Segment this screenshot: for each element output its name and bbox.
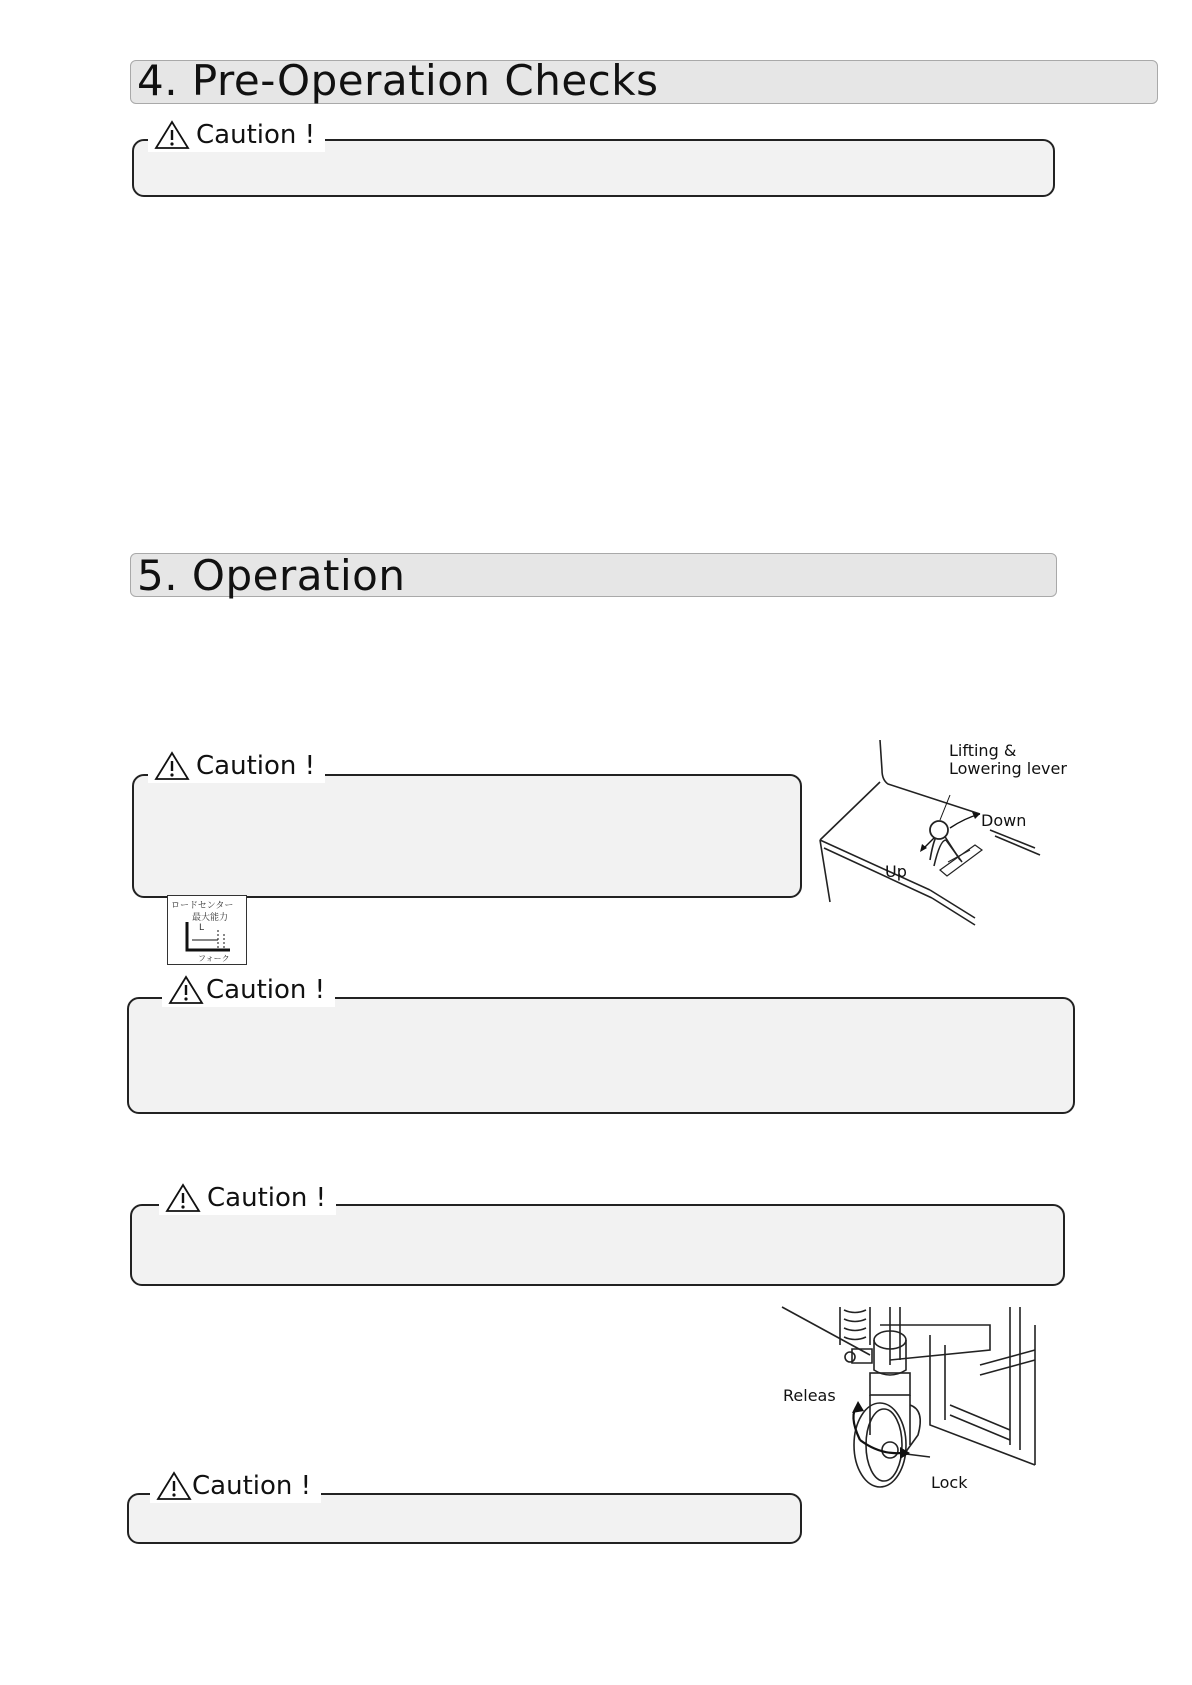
load-center-line1: ロードセンター [171, 901, 234, 911]
section-4-title: 4. Pre-Operation Checks [137, 56, 659, 105]
caution-box-4 [130, 1204, 1065, 1286]
lock-label: Lock [931, 1473, 968, 1492]
caution-text: Caution ! [206, 975, 326, 1005]
lowering-label: Lowering lever [949, 759, 1067, 778]
load-center-line2: 最大能力 [192, 913, 229, 923]
caution-text: Caution ! [196, 751, 316, 781]
caution-text: Caution ! [196, 120, 316, 150]
caution-label-2 [148, 749, 325, 783]
caution-label-1 [148, 118, 325, 152]
caution-box-3 [127, 997, 1075, 1114]
caution-text: Caution ! [192, 1471, 312, 1501]
load-center-line3: L [199, 923, 205, 933]
section-5-title: 5. Operation [137, 551, 406, 600]
load-center-sticker [167, 895, 247, 965]
load-center-line4: フォーク [198, 954, 230, 963]
caution-text: Caution ! [207, 1183, 327, 1213]
caution-label-5 [150, 1469, 321, 1503]
caution-label-3 [162, 973, 335, 1007]
caution-label-4 [159, 1181, 336, 1215]
release-label: Releas [783, 1386, 836, 1405]
down-label: Down [981, 811, 1027, 830]
up-label: Up [885, 862, 907, 881]
lifting-label: Lifting & [949, 741, 1017, 760]
lever-knob-icon [930, 821, 948, 839]
warning-icon [154, 120, 190, 150]
load-center-diagram [184, 920, 234, 954]
warning-icon [168, 975, 204, 1005]
warning-icon [154, 751, 190, 781]
warning-icon [156, 1471, 192, 1501]
caution-box-2 [132, 774, 802, 898]
warning-icon [165, 1183, 201, 1213]
